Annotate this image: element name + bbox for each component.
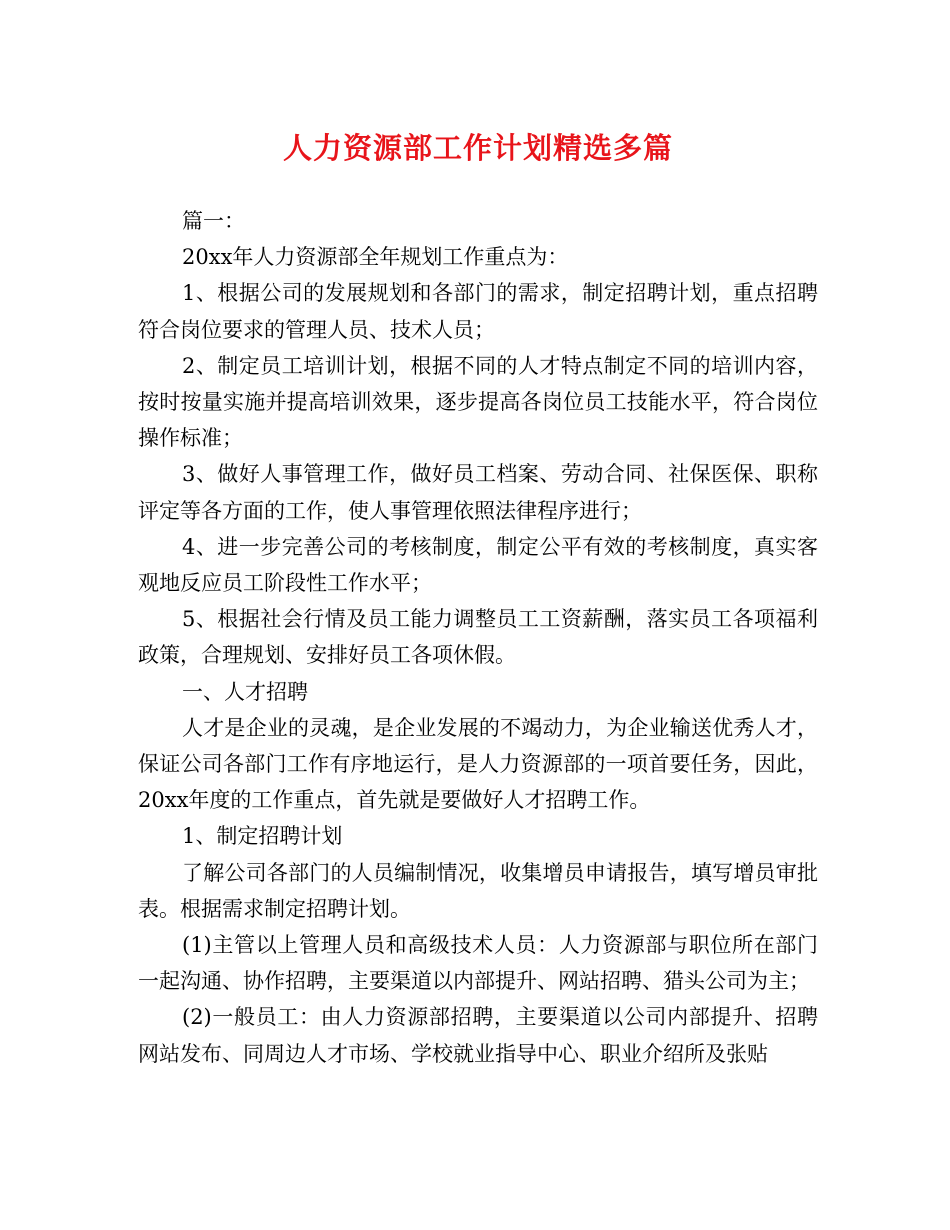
list-item-assessment-system: 4、进一步完善公司的考核制度，制定公平有效的考核制度，真实客观地反应员工阶段性工作水平； (138, 534, 818, 596)
paragraph-talent-importance: 人才是企业的灵魂，是企业发展的不竭动力，为企业输送优秀人才，保证公司各部门工作有序地运行，是人力资源部的一项首要任务，因此，20xx年度的工作重点，首先就是要做好人才招聘工作。 (138, 715, 818, 813)
document-body (138, 203, 818, 1072)
paragraph-annual-focus: 20xx年人力资源部全年规划工作重点为： (182, 245, 569, 270)
section-heading-talent-recruitment: 一、人才招聘 (182, 679, 308, 704)
list-item-managers-recruitment: (1)主管以上管理人员和高级技术人员：人力资源部与职位所在部门一起沟通、协作招聘，主要渠道以内部提升、网站招聘、猎头公司为主； (138, 933, 818, 994)
list-item-general-staff-recruitment: (2)一般员工：由人力资源部招聘，主要渠道以公司内部提升、招聘网站发布、同周边人才市场、学校就业指导中心、职业介绍所及张贴 (138, 1005, 818, 1066)
document-title: 人力资源部工作计划精选多篇 (282, 131, 673, 165)
list-item-salary-welfare: 5、根据社会行情及员工能力调整员工工资薪酬，落实员工各项福利政策，合理规划、安排好员工各项休假。 (138, 607, 818, 668)
paragraph-department-staffing: 了解公司各部门的人员编制情况，收集增员申请报告，填写增员审批表。根据需求制定招聘计划。 (138, 860, 818, 921)
list-item-personnel-management: 3、做好人事管理工作，做好员工档案、劳动合同、社保医保、职称评定等各方面的工作，使人事管理依照法律程序进行； (138, 462, 818, 523)
list-item-training-plan: 2、制定员工培训计划，根据不同的人才特点制定不同的培训内容，按时按量实施并提高培训效果，逐步提高各岗位员工技能水平，符合岗位操作标准； (138, 353, 818, 451)
heading-part-one: 篇一： (182, 209, 245, 233)
list-item-recruitment-plan: 1、根据公司的发展规划和各部门的需求，制定招聘计划，重点招聘符合岗位要求的管理人员、技术人员； (138, 281, 818, 342)
subheading-recruitment-plan: 1、制定招聘计划 (182, 824, 343, 849)
